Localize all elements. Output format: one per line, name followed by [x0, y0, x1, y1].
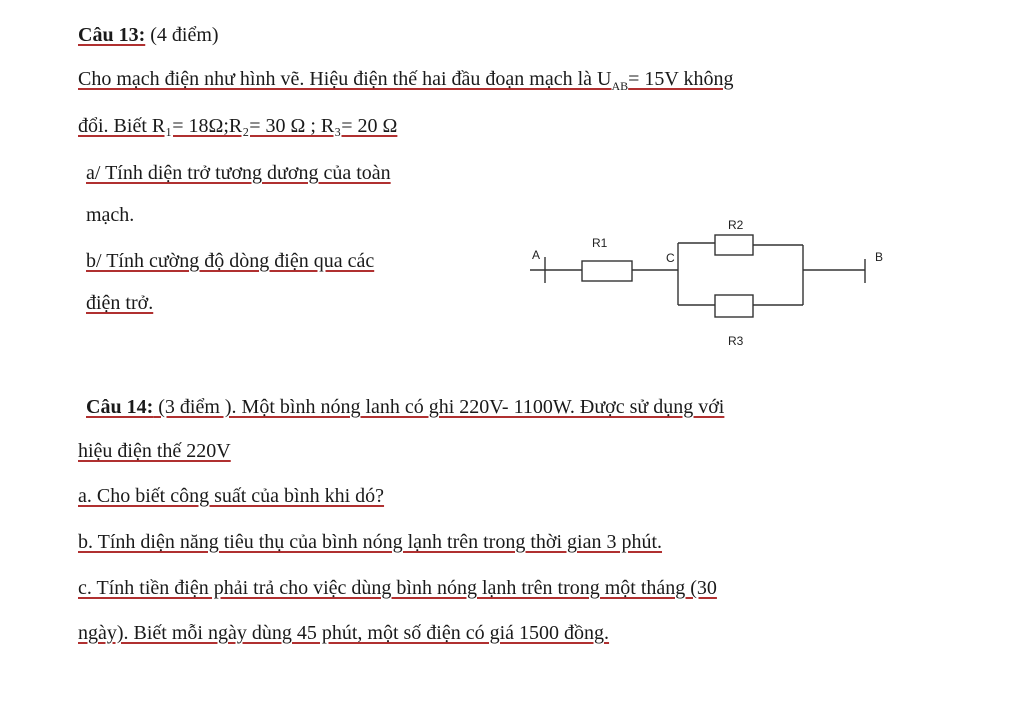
- label-node-a: A: [532, 248, 541, 262]
- q13-part-b-line-2: điện trở.: [86, 292, 154, 314]
- resistor-r1: [582, 261, 632, 281]
- q13-title: [78, 22, 219, 48]
- q14-part-a: a. Cho biết công suất của bình khi dó?: [78, 485, 385, 507]
- q13-heading: Câu 13:: [78, 24, 146, 46]
- resistor-r2: [715, 235, 753, 255]
- q13-intro-subscript: AB: [611, 79, 629, 93]
- q13-intro-line-2: đổi. Biết R₁= 18Ω;R₂= 30 Ω ; R₃= 20 Ω: [78, 115, 398, 137]
- q13-intro-text-b: = 15V không: [628, 68, 734, 90]
- q13-part-a-line-1: a/ Tính diện trở tương dương của toàn: [86, 162, 391, 184]
- label-r3: R3: [728, 334, 744, 348]
- resistor-r3: [715, 295, 753, 317]
- q14-part-c-line-1: c. Tính tiền điện phải trả cho việc dùng bình nóng lạnh trên trong một tháng (30: [78, 577, 717, 599]
- q14-part-b: b. Tính diện năng tiêu thụ của bình nóng lạnh trên trong thời gian 3 phút.: [78, 531, 663, 553]
- label-r1: R1: [592, 236, 608, 250]
- q13-points: (4 điểm): [145, 24, 219, 46]
- q13-intro-text-a: Cho mạch điện như hình vẽ. Hiệu điện thế hai đầu đoạn mạch là U: [78, 68, 612, 90]
- q14-points: (3 điểm ). Một bình nóng lanh có ghi 220V- 1100W. Được sử dụng với: [153, 396, 725, 418]
- label-node-c: C: [666, 251, 675, 265]
- q14-heading: Câu 14:: [86, 396, 154, 418]
- q13-intro-line-1: [78, 66, 734, 99]
- label-r2: R2: [728, 218, 744, 232]
- q14-line-2: hiệu điện thế 220V: [78, 440, 231, 462]
- q14-part-c-line-2: ngày). Biết mỗi ngày dùng 45 phút, một số điện có giá 1500 đồng.: [78, 622, 610, 644]
- q14-title: [86, 394, 724, 420]
- q13-part-a-line-2: mạch.: [86, 204, 135, 226]
- circuit-diagram: [520, 215, 890, 355]
- label-node-b: B: [875, 250, 884, 264]
- q13-part-b-line-1: b/ Tính cường độ dòng điện qua các: [86, 250, 375, 272]
